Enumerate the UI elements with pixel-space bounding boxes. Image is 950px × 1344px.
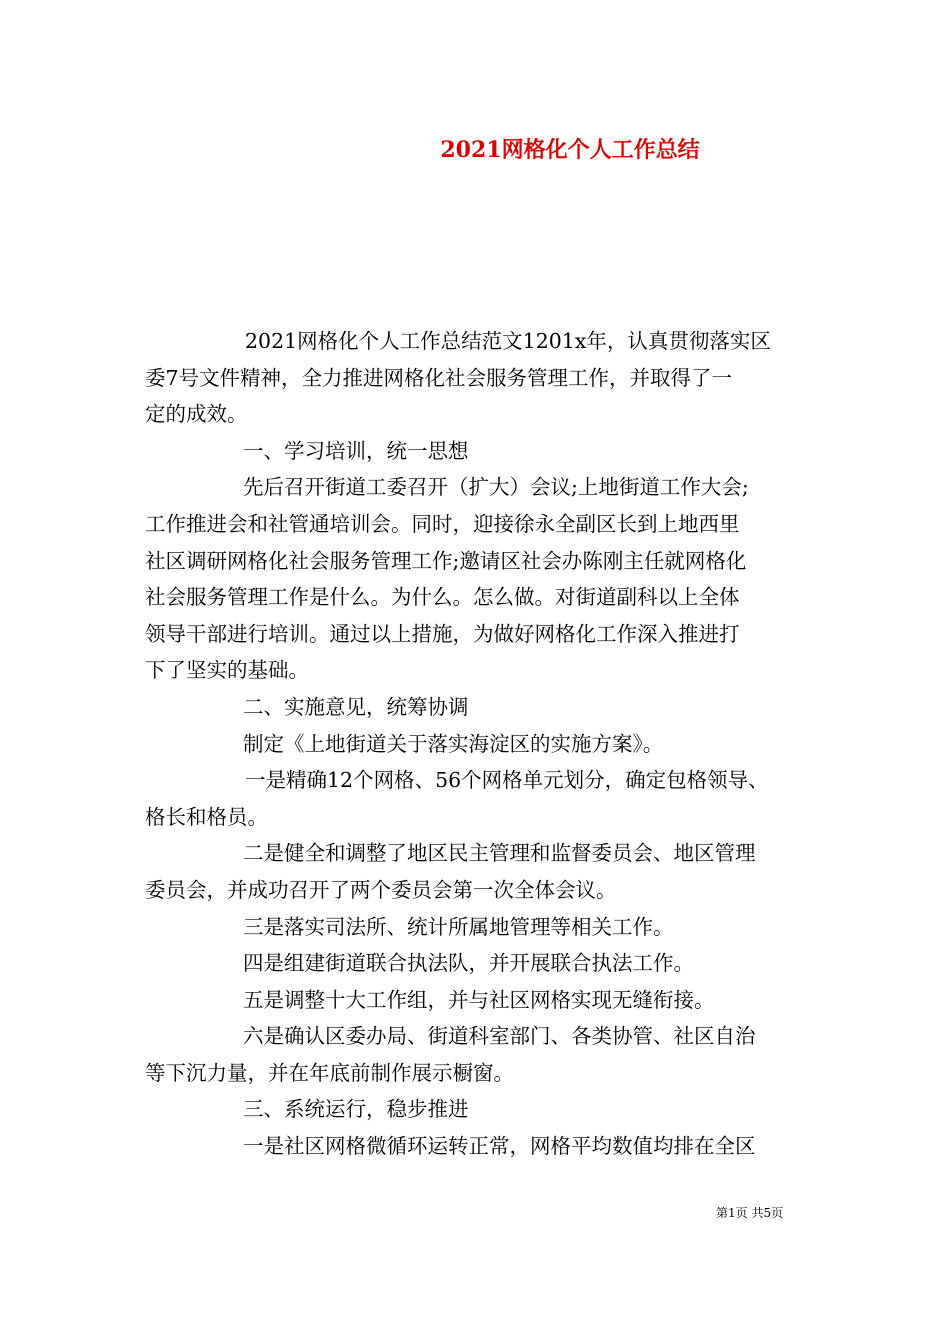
paragraph-line: 定的成效。 bbox=[145, 402, 248, 427]
paragraph-line: 领导干部进行培训。通过以上措施，为做好网格化工作深入推进打 bbox=[145, 621, 740, 646]
paragraph-line: 社区调研网格化社会服务管理工作;邀请区社会办陈刚主任就网格化 bbox=[145, 548, 747, 573]
paragraph-line: 委7号文件精神，全力推进网格化社会服务管理工作，并取得了一 bbox=[145, 365, 733, 390]
paragraph-line: 社会服务管理工作是什么。为什么。怎么做。对街道副科以上全体 bbox=[145, 585, 740, 610]
paragraph-line: 六是确认区委办局、街道科室部门、各类协管、社区自治 bbox=[243, 1024, 756, 1049]
paragraph-line: 二是健全和调整了地区民主管理和监督委员会、地区管理 bbox=[243, 841, 756, 866]
paragraph-line: 委员会，并成功召开了两个委员会第一次全体会议。 bbox=[145, 877, 617, 902]
paragraph-line: 2021网格化个人工作总结范文1201x年，认真贯彻落实区 bbox=[245, 329, 771, 353]
paragraph-line: 先后召开街道工委召开（扩大）会议;上地街道工作大会; bbox=[243, 475, 749, 500]
paragraph-line: 工作推进会和社管通培训会。同时，迎接徐永全副区长到上地西里 bbox=[145, 511, 740, 536]
paragraph-line: 四是组建街道联合执法队，并开展联合执法工作。 bbox=[243, 951, 694, 976]
document-title: 2021网格化个人工作总结 bbox=[440, 137, 700, 163]
paragraph-line: 下了坚实的基础。 bbox=[145, 658, 309, 683]
section-heading: 三、系统运行，稳步推进 bbox=[243, 1097, 469, 1122]
paragraph-line: 三是落实司法所、统计所属地管理等相关工作。 bbox=[243, 914, 674, 939]
section-heading: 一、学习培训，统一思想 bbox=[243, 438, 469, 463]
paragraph-line: 等下沉力量，并在年底前制作展示橱窗。 bbox=[145, 1060, 514, 1085]
paragraph-line: 制定《上地街道关于落实海淀区的实施方案》。 bbox=[243, 731, 664, 756]
page-number: 第1页 共5页 bbox=[716, 1206, 784, 1220]
section-heading: 二、实施意见，统筹协调 bbox=[243, 694, 469, 719]
document-body bbox=[145, 323, 813, 1165]
paragraph-line: 格长和格员。 bbox=[145, 804, 268, 829]
paragraph-line: 五是调整十大工作组，并与社区网格实现无缝衔接。 bbox=[243, 987, 715, 1012]
paragraph-line: 一是社区网格微循环运转正常，网格平均数值均排在全区 bbox=[243, 1134, 756, 1159]
paragraph-line: 一是精确12个网格、56个网格单元划分，确定包格领导、 bbox=[245, 768, 769, 793]
